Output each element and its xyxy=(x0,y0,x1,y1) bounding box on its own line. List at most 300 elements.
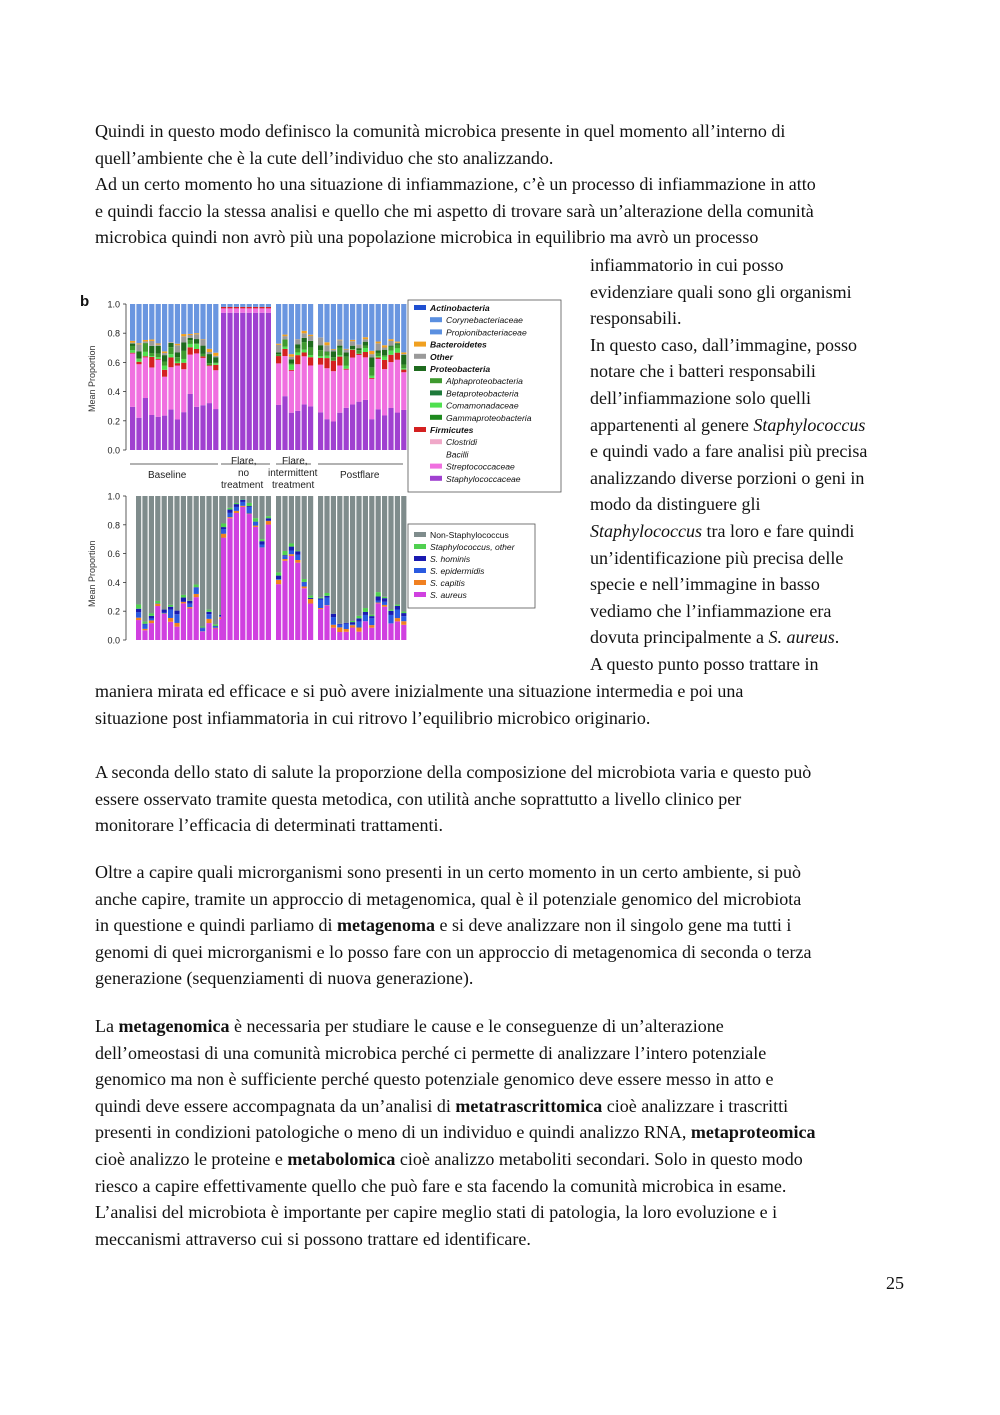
bar-segment xyxy=(162,351,167,353)
bar-segment xyxy=(401,372,406,410)
text-line: un’identificazione più precisa delle xyxy=(590,547,844,568)
bar-segment xyxy=(382,415,387,450)
bar-segment xyxy=(221,538,226,640)
bar-segment xyxy=(337,340,342,345)
bar-segment xyxy=(337,632,342,640)
bar-segment xyxy=(344,369,349,370)
bar-segment xyxy=(168,410,173,450)
text-span: quindi deve essere accompagnata da un’analisi di xyxy=(95,1095,456,1116)
bar-segment xyxy=(382,360,387,369)
group-label-baseline: Baseline xyxy=(148,470,187,481)
text-line: microbica quindi non avrò più una popolazione microbica in equilibrio ma avrò un processo xyxy=(95,227,759,248)
bar-segment xyxy=(337,357,342,366)
bar-segment xyxy=(155,606,160,640)
text-line xyxy=(590,624,910,651)
bar-segment xyxy=(194,343,199,344)
bar-segment xyxy=(187,608,192,640)
legend-swatch xyxy=(414,354,426,359)
bar-segment xyxy=(350,628,355,640)
bar-segment xyxy=(181,334,186,336)
bar-segment xyxy=(324,304,329,342)
bar-segment xyxy=(168,607,173,610)
group-label-flare-no-2: no xyxy=(238,468,250,479)
bar-segment xyxy=(363,615,368,621)
bar-segment xyxy=(213,365,218,370)
legend-label: Streptococcaceae xyxy=(446,461,515,472)
bar-segment xyxy=(234,304,239,307)
bar-segment xyxy=(188,304,193,334)
bar-segment xyxy=(276,580,281,584)
legend-label: Clostridi xyxy=(446,437,478,448)
microbiome-figure xyxy=(78,282,568,654)
bar-segment xyxy=(175,357,180,362)
bar-segment xyxy=(234,496,239,503)
text-line xyxy=(590,518,910,545)
bar-segment xyxy=(369,378,374,379)
bar-segment xyxy=(276,354,281,356)
bar-segment xyxy=(136,418,141,450)
bar-segment xyxy=(289,354,294,357)
bar-segment xyxy=(213,357,218,362)
bar-segment xyxy=(302,586,307,588)
bar-segment xyxy=(143,357,148,398)
bar-segment xyxy=(181,602,186,603)
bottom-tick-label: 0.2 xyxy=(107,606,120,617)
bar-segment xyxy=(266,307,271,308)
bar-segment xyxy=(318,608,323,609)
bar-segment xyxy=(376,353,381,356)
bar-segment xyxy=(188,340,193,344)
bar-segment xyxy=(289,359,294,363)
bar-segment xyxy=(200,632,205,640)
legend-swatch xyxy=(414,580,426,585)
legend-label: Other xyxy=(430,351,453,362)
text-line xyxy=(95,1093,910,1120)
bar-segment xyxy=(276,345,281,353)
bar-segment xyxy=(156,346,161,354)
group-label-flare-no-1: Flare, xyxy=(231,456,257,467)
bar-segment xyxy=(194,353,199,406)
bar-segment xyxy=(156,417,161,450)
bar-segment xyxy=(350,341,355,345)
bar-segment xyxy=(344,349,349,350)
legend-swatch xyxy=(414,544,426,549)
bar-segment xyxy=(142,629,147,630)
bar-segment xyxy=(324,419,329,450)
bar-segment xyxy=(187,601,192,604)
bar-segment xyxy=(376,601,381,603)
bar-segment xyxy=(207,354,212,363)
bar-segment xyxy=(136,351,141,358)
bar-segment xyxy=(382,357,387,360)
bar-segment xyxy=(227,304,232,307)
bar-segment xyxy=(318,358,323,365)
legend-swatch xyxy=(430,317,442,322)
bar-segment xyxy=(282,556,287,559)
legend-swatch xyxy=(414,532,426,537)
bar-segment xyxy=(363,304,368,337)
bar-segment xyxy=(227,518,232,640)
bar-segment xyxy=(181,304,186,334)
bar-segment xyxy=(395,413,400,450)
bar-segment xyxy=(174,623,179,627)
bar-segment xyxy=(350,340,355,341)
bold-term: metaproteomica xyxy=(690,1122,816,1143)
text-line xyxy=(95,912,910,939)
bar-segment xyxy=(149,623,154,640)
bar-segment xyxy=(295,550,300,551)
bar-segment xyxy=(356,632,361,640)
bar-segment xyxy=(356,304,361,345)
group-label-flare-no-3: treatment xyxy=(221,480,264,491)
bar-segment xyxy=(240,506,245,507)
bar-segment xyxy=(388,609,393,610)
bar-segment xyxy=(276,304,281,344)
bar-segment xyxy=(143,343,148,352)
bar-segment xyxy=(149,367,154,415)
bar-segment xyxy=(149,346,154,353)
bar-segment xyxy=(318,496,323,597)
legend-swatch xyxy=(414,342,426,347)
bar-segment xyxy=(149,620,154,623)
bar-segment xyxy=(395,496,400,605)
bar-segment xyxy=(227,510,232,513)
bar-segment xyxy=(295,355,300,364)
bar-segment xyxy=(247,506,252,507)
bar-segment xyxy=(130,344,135,346)
bar-segment xyxy=(213,356,218,357)
bar-segment xyxy=(282,396,287,450)
bar-segment xyxy=(388,341,393,346)
bar-segment xyxy=(136,358,141,359)
bar-segment xyxy=(168,496,173,605)
legend-swatch xyxy=(430,451,442,456)
bar-segment xyxy=(295,496,300,550)
bar-segment xyxy=(207,352,212,354)
bar-segment xyxy=(282,335,287,337)
bar-segment xyxy=(331,350,336,352)
bar-segment xyxy=(266,304,271,307)
bar-segment xyxy=(136,496,141,604)
bar-segment xyxy=(136,609,141,613)
bar-segment xyxy=(295,411,300,450)
bar-segment xyxy=(181,598,186,602)
bar-segment xyxy=(162,416,167,450)
text-span: cioè analizzo metaboliti secondari. Solo in questo modo xyxy=(395,1148,803,1169)
bottom-tick-label: 0.0 xyxy=(107,635,120,646)
bar-segment xyxy=(401,410,406,450)
bar-segment xyxy=(318,304,323,338)
bar-segment xyxy=(337,496,342,624)
bar-segment xyxy=(289,496,294,543)
bar-segment xyxy=(331,349,336,350)
bar-segment xyxy=(344,366,349,369)
text-line: anche capire, tramite un approccio di metagenomica, qual è il potenziale genomico del microbiota xyxy=(95,888,802,909)
bar-segment xyxy=(234,504,239,507)
top-tick-label: 1.0 xyxy=(107,299,120,310)
bar-segment xyxy=(194,594,199,597)
bar-segment xyxy=(253,518,258,521)
legend-label: Actinobacteria xyxy=(430,303,490,313)
bar-segment xyxy=(302,333,307,338)
bar-segment xyxy=(247,304,252,307)
bar-segment xyxy=(350,622,355,624)
bar-segment xyxy=(295,352,300,355)
bar-segment xyxy=(382,597,387,598)
text-line: notare che i batteri responsabili xyxy=(590,361,816,382)
bar-segment xyxy=(295,551,300,555)
bar-segment xyxy=(388,351,393,355)
bar-segment xyxy=(136,362,141,365)
bar-segment xyxy=(356,345,361,348)
bar-segment xyxy=(200,358,205,405)
bar-segment xyxy=(162,610,167,613)
group-label-flare-int-3: treatment xyxy=(272,480,315,491)
bar-segment xyxy=(130,346,135,350)
bottom-tick-label: 1.0 xyxy=(107,491,120,502)
bar-segment xyxy=(149,357,154,368)
legend-swatch xyxy=(430,476,442,481)
bar-segment xyxy=(168,354,173,357)
bar-segment xyxy=(227,517,232,518)
bar-segment xyxy=(149,356,154,357)
bar-segment xyxy=(331,351,336,357)
bar-segment xyxy=(318,598,323,599)
bar-segment xyxy=(302,588,307,640)
bar-segment xyxy=(369,367,374,375)
bar-segment xyxy=(395,610,400,619)
bar-segment xyxy=(308,406,313,450)
bar-segment xyxy=(213,629,218,640)
text-line: dell’omeostasi di una comunità microbica perché ci permette di analizzare l’intero potenziale xyxy=(95,1042,767,1063)
text-span: cioè analizzo le proteine e xyxy=(95,1148,288,1169)
bar-segment xyxy=(395,618,400,621)
bar-segment xyxy=(221,527,226,529)
text-span: cioè analizzare i trascritti xyxy=(602,1095,789,1116)
bar-segment xyxy=(130,353,135,406)
bar-segment xyxy=(356,616,361,618)
bar-segment xyxy=(266,521,271,525)
bar-segment xyxy=(401,625,406,640)
bar-segment xyxy=(308,598,313,599)
bar-segment xyxy=(162,613,167,614)
bar-segment xyxy=(369,357,374,367)
bar-segment xyxy=(324,342,329,345)
legend-label: Corynebacteriaceae xyxy=(446,315,523,326)
bar-segment xyxy=(156,345,161,346)
bar-segment xyxy=(149,341,154,346)
bar-segment xyxy=(308,347,313,355)
bar-segment xyxy=(130,407,135,450)
bar-segment xyxy=(289,304,294,354)
bar-segment xyxy=(276,405,281,450)
bar-segment xyxy=(130,350,135,352)
bar-segment xyxy=(344,629,349,632)
bar-segment xyxy=(142,624,147,625)
bar-segment xyxy=(168,618,173,622)
bar-segment xyxy=(356,355,361,402)
text-span: è necessaria per studiare le cause e le conseguenze di un’alterazione xyxy=(229,1016,724,1036)
bar-segment xyxy=(234,307,239,308)
text-line xyxy=(590,412,910,439)
bar-segment xyxy=(308,304,313,335)
bar-segment xyxy=(388,339,393,341)
bar-segment xyxy=(382,350,387,356)
paragraph-health-state xyxy=(95,759,910,839)
bar-segment xyxy=(376,342,381,344)
bar-segment xyxy=(168,367,173,409)
bold-term: metagenomica xyxy=(118,1016,230,1036)
bar-segment xyxy=(295,560,300,563)
bar-segment xyxy=(282,304,287,335)
page-number: 25 xyxy=(886,1273,904,1293)
bar-segment xyxy=(136,304,141,343)
bar-segment xyxy=(130,341,135,343)
legend-swatch xyxy=(430,378,442,383)
bar-segment xyxy=(302,350,307,353)
paragraph-metagenomics xyxy=(95,1013,910,1252)
bar-segment xyxy=(395,343,400,344)
bar-segment xyxy=(388,496,393,609)
bar-segment xyxy=(149,415,154,450)
bar-segment xyxy=(289,357,294,360)
text-line: e quindi vado a fare analisi più precisa xyxy=(590,441,868,462)
bar-segment xyxy=(143,356,148,357)
bar-segment xyxy=(227,308,232,312)
bar-segment xyxy=(200,346,205,354)
bar-segment xyxy=(356,621,361,627)
text-line: essere osservato tramite questa metodica, con utilità anche soprattutto a livello clinico per xyxy=(95,788,742,809)
bar-segment xyxy=(337,348,342,355)
paragraph-intro-continued xyxy=(95,678,910,731)
bar-segment xyxy=(363,612,368,615)
bar-segment xyxy=(194,344,199,349)
bar-segment xyxy=(388,623,393,640)
bar-segment xyxy=(200,496,205,626)
bar-segment xyxy=(175,419,180,450)
text-line: quell’ambiente che è la cute dell’individuo che sto analizzando. xyxy=(95,147,554,168)
bar-segment xyxy=(130,353,135,354)
bar-segment xyxy=(344,496,349,623)
legend-label: Bacteroidetes xyxy=(430,339,487,350)
bar-segment xyxy=(382,605,387,607)
bar-segment xyxy=(350,404,355,450)
bar-segment xyxy=(289,370,294,371)
legend-label: S. aureus xyxy=(430,590,467,600)
bar-segment xyxy=(155,496,160,601)
text-line: Ad un certo momento ho una situazione di infiammazione, c’è un processo di infiammazione in atto xyxy=(95,174,816,195)
bar-segment xyxy=(181,342,186,350)
bar-segment xyxy=(162,377,167,416)
legend-swatch xyxy=(430,403,442,408)
bar-segment xyxy=(206,623,211,640)
bar-segment xyxy=(156,359,161,360)
bar-segment xyxy=(194,304,199,333)
bar-segment xyxy=(331,614,336,617)
bar-segment xyxy=(240,496,245,499)
bar-segment xyxy=(395,606,400,610)
legend-label: Bacilli xyxy=(446,449,469,460)
bar-segment xyxy=(308,355,313,357)
bar-segment xyxy=(240,507,245,640)
bar-segment xyxy=(302,338,307,342)
bar-segment xyxy=(308,604,313,640)
bar-segment xyxy=(331,617,336,625)
bar-segment xyxy=(295,349,300,353)
bar-segment xyxy=(401,352,406,354)
bar-segment xyxy=(168,605,173,607)
bar-segment xyxy=(142,630,147,640)
bar-segment xyxy=(324,356,329,358)
bar-segment xyxy=(376,356,381,357)
bar-segment xyxy=(289,550,294,554)
bar-segment xyxy=(388,347,393,351)
bar-segment xyxy=(289,364,294,365)
bar-segment xyxy=(206,610,211,612)
bar-segment xyxy=(295,364,300,411)
bar-segment xyxy=(318,350,323,356)
text-line: vediamo che l’infiammazione era xyxy=(590,600,832,621)
bar-segment xyxy=(168,304,173,342)
bar-segment xyxy=(331,304,336,349)
bar-segment xyxy=(356,348,361,350)
bar-segment xyxy=(149,304,154,339)
text-span: e si deve analizzare non il singolo gene ma tutti i xyxy=(434,915,792,936)
bar-segment xyxy=(276,496,281,572)
bar-segment xyxy=(318,599,323,608)
bar-segment xyxy=(240,502,245,506)
bar-segment xyxy=(324,593,329,596)
bar-segment xyxy=(344,632,349,640)
bar-segment xyxy=(395,605,400,606)
bar-segment xyxy=(175,304,180,344)
paragraph-intro xyxy=(95,118,910,251)
bar-segment xyxy=(376,496,381,592)
bar-segment xyxy=(213,409,218,450)
bar-segment xyxy=(227,307,232,308)
bar-segment xyxy=(174,627,179,640)
bar-segment xyxy=(136,620,141,640)
bar-segment xyxy=(136,359,141,362)
genus-name: Staphylococcus xyxy=(590,520,702,541)
bar-segment xyxy=(253,307,258,308)
bar-segment xyxy=(382,602,387,605)
bar-segment xyxy=(302,356,307,404)
bottom-tick-label: 0.8 xyxy=(107,520,120,531)
bar-segment xyxy=(162,304,167,351)
bar-segment xyxy=(156,343,161,344)
bar-segment xyxy=(206,614,211,619)
bar-segment xyxy=(302,404,307,450)
bar-segment xyxy=(213,304,218,353)
text-span: in questione e quindi parliamo di xyxy=(95,915,337,936)
bar-segment xyxy=(382,607,387,640)
bar-segment xyxy=(142,622,147,624)
bar-segment xyxy=(344,624,349,629)
bar-segment xyxy=(162,353,167,355)
bar-segment xyxy=(143,398,148,450)
bar-segment xyxy=(350,621,355,622)
text-line xyxy=(95,1119,910,1146)
bar-segment xyxy=(181,595,186,598)
bar-segment xyxy=(247,496,252,503)
legend-swatch xyxy=(414,592,426,597)
bar-segment xyxy=(174,496,179,611)
bar-segment xyxy=(331,371,336,421)
bar-segment xyxy=(302,331,307,334)
legend-label: Staphylococcaceae xyxy=(446,473,521,484)
legend-label: Staphylococcus, other xyxy=(430,542,515,552)
